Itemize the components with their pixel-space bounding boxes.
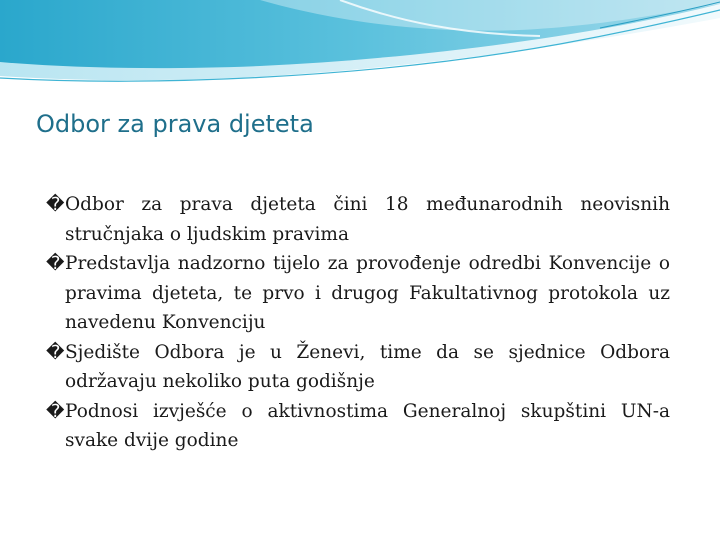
header-wave-decoration bbox=[0, 0, 720, 90]
bullet-marker-icon: � bbox=[46, 194, 65, 215]
slide-title: Odbor za prava djeteta bbox=[36, 110, 314, 138]
bullet-item bbox=[46, 249, 670, 338]
bullet-marker-icon: � bbox=[46, 341, 65, 363]
bullet-item bbox=[46, 397, 670, 456]
bullet-text: Odbor za prava djeteta čini 18 međunarodnih neovisnih stručnjaka o ljudskim pravima bbox=[65, 194, 670, 245]
bullet-marker-icon: � bbox=[46, 253, 65, 274]
bullet-marker-icon: � bbox=[46, 400, 65, 422]
bullet-text: Podnosi izvješće o aktivnostima Generalnoj skupštini UN-a svake dvije godine bbox=[65, 400, 670, 451]
bullet-item bbox=[46, 190, 670, 249]
bullet-item bbox=[46, 338, 670, 397]
bullet-list bbox=[46, 190, 670, 456]
bullet-text: Predstavlja nadzorno tijelo za provođenje odredbi Konvencije o pravima djeteta, te prvo i drugog Fakultativnog protokola uz navedenu Konvenciju bbox=[65, 253, 670, 333]
bullet-text: Sjedište Odbora je u Ženevi, time da se sjednice Odbora održavaju nekoliko puta godišnje bbox=[65, 341, 670, 392]
